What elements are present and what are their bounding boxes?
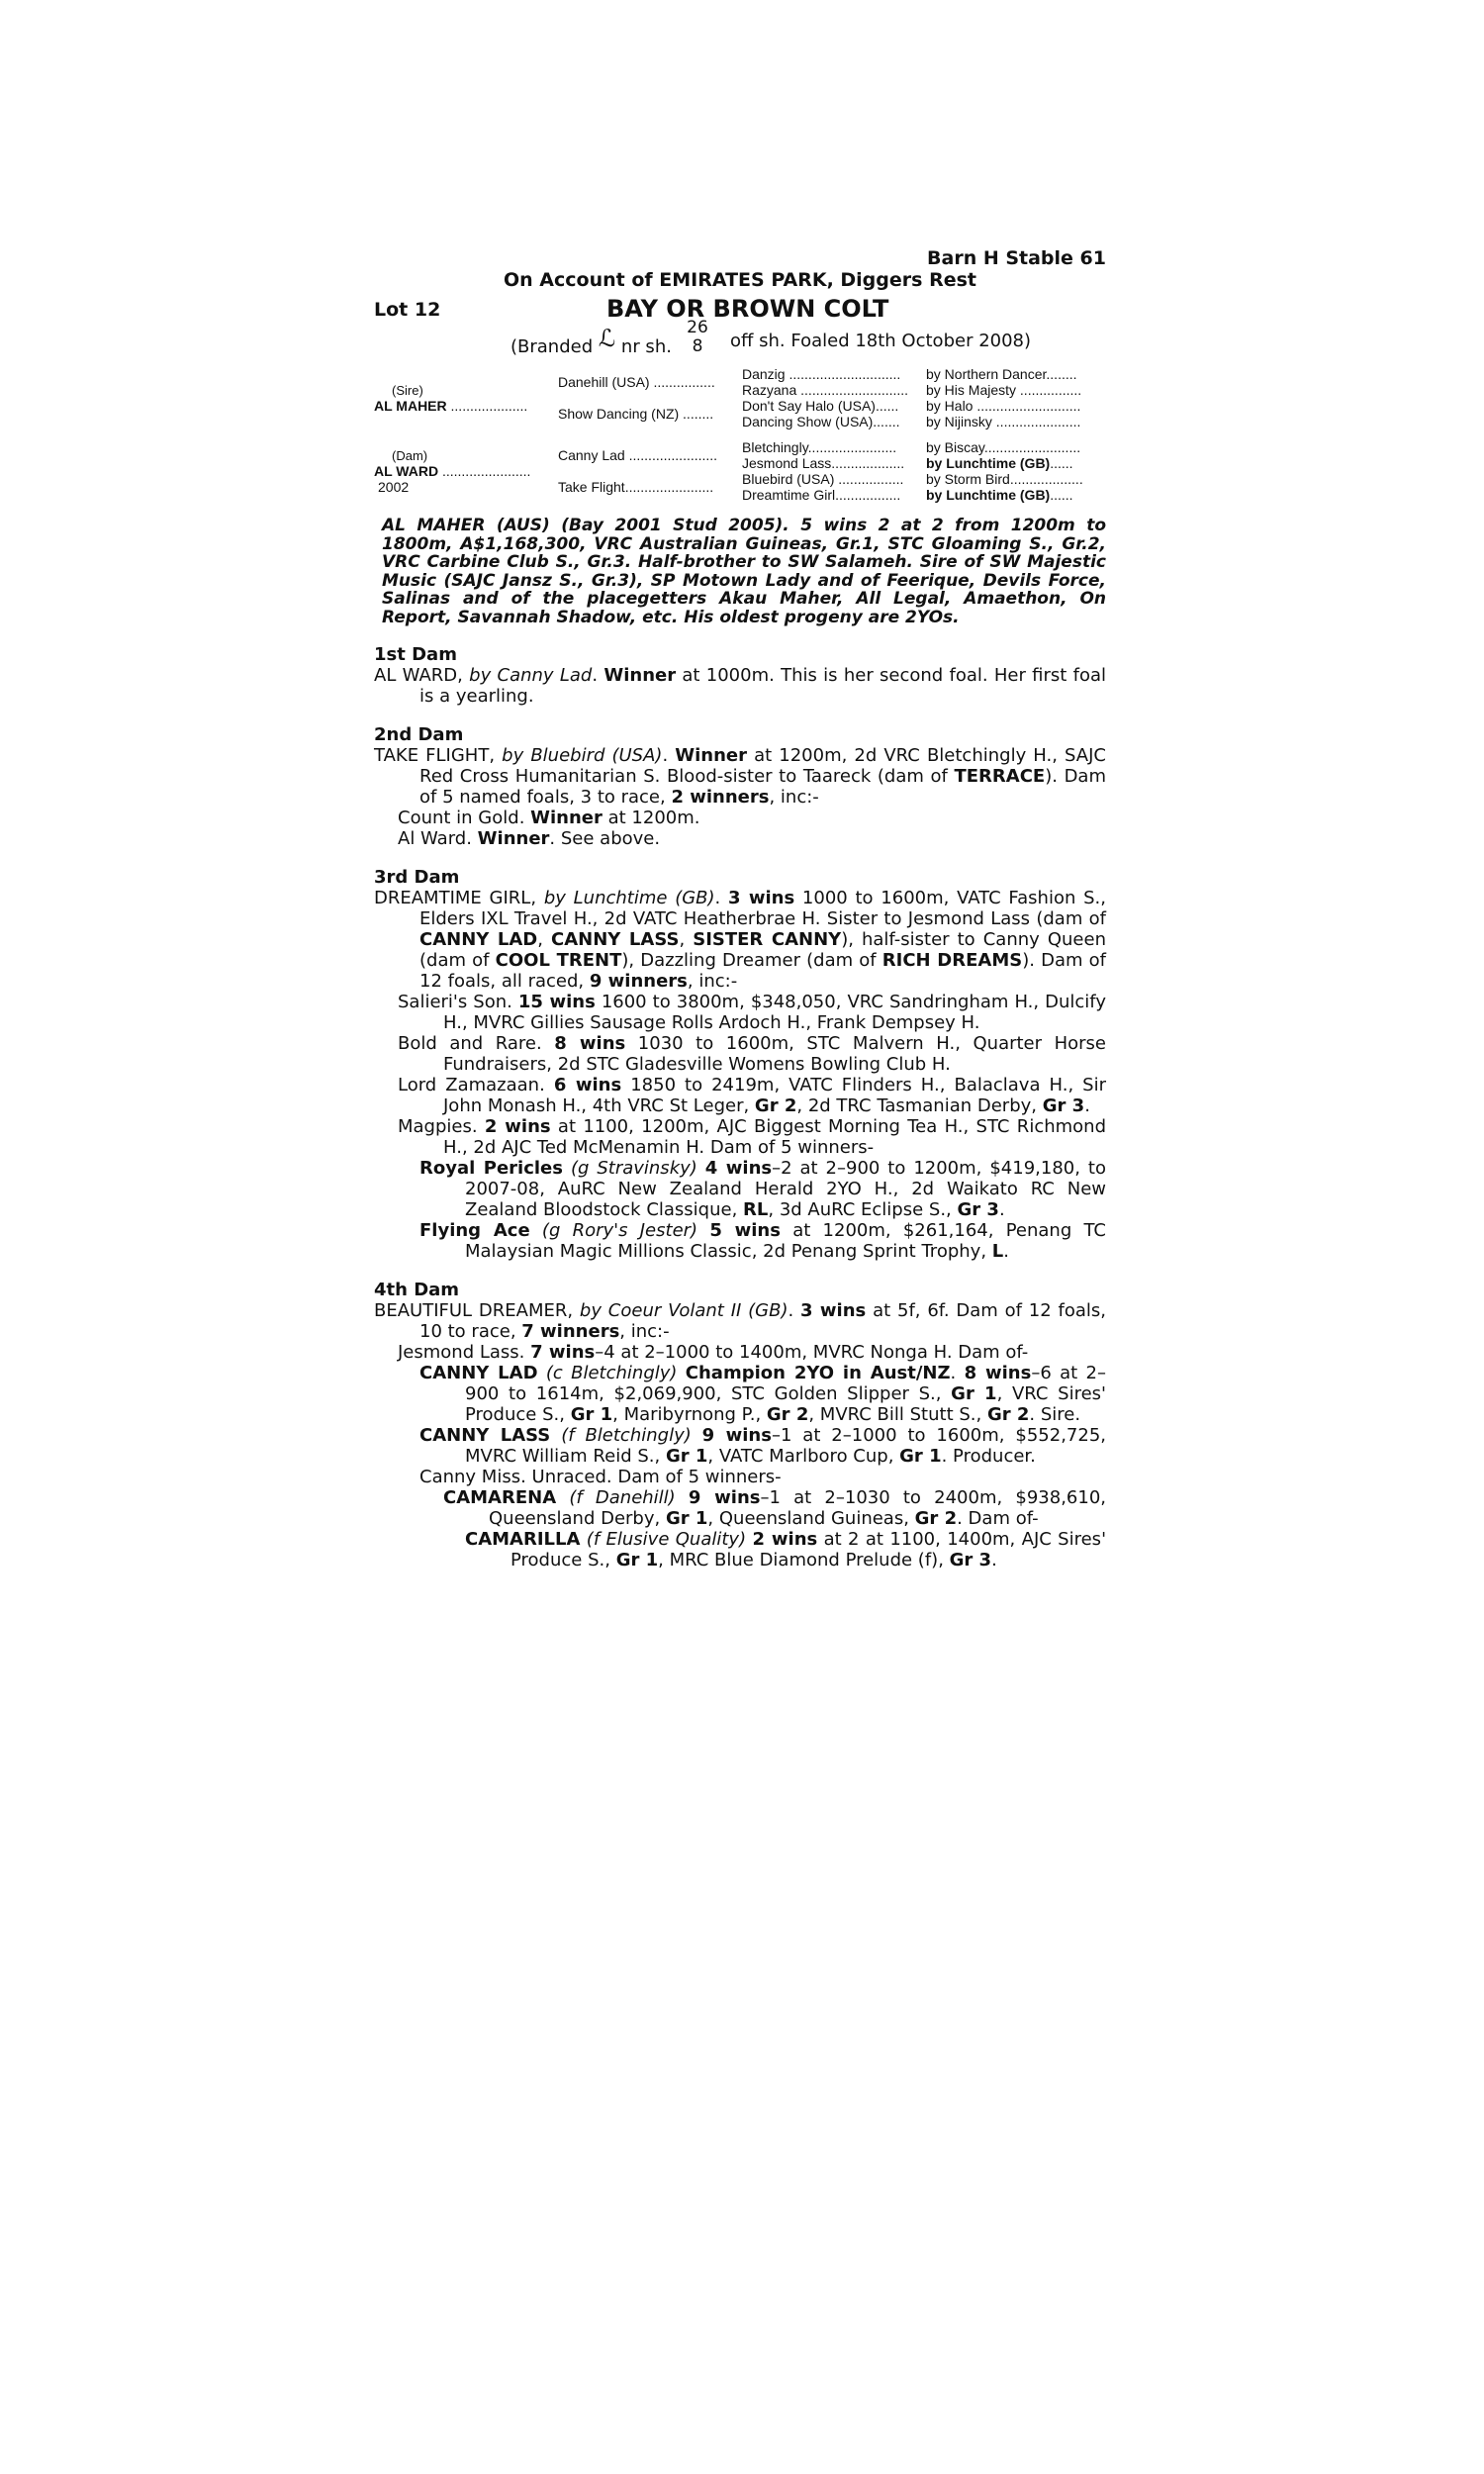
- barn-stable: Barn H Stable 61: [927, 247, 1106, 269]
- dam4-text: BEAUTIFUL DREAMER, by Coeur Volant II (GB). 3 wins at 5f, 6f. Dam of 12 foals, 10 to race, 7 winners, inc:-: [374, 1300, 1106, 1342]
- dam4-grandprogeny: Canny Miss. Unraced. Dam of 5 winners-: [419, 1467, 782, 1487]
- pedigree-table: (Sire) AL MAHER .................... Danehill (USA) ................ Danzig ............................. by Northern Dancer........ Razyana ............................ by His Majesty ................ Show Dancing (NZ) ........ Don't Say Halo (USA)...... by Halo ........................... Dancing Show (USA)....... by Nijinsky ...................... (Dam) AL WARD ....................... 2002 Canny Lad ....................... Bletchingly....................... by Biscay......................... Jesmond Lass................... by Lunchtime (GB)...... Take Flight....................... Bluebird (USA) ................. by Storm Bird................... Dreamtime Girl................. by Lunchtime (GB)......: [374, 366, 1083, 503]
- dam2-progeny: Count in Gold. Winner at 1200m.: [398, 808, 700, 828]
- dam4-progeny: Jesmond Lass. 7 wins–4 at 2–1000 to 1400m, MVRC Nonga H. Dam of-: [398, 1342, 1029, 1363]
- sire-dam: Show Dancing (NZ): [558, 406, 680, 422]
- dam4-grandprogeny: CANNY LASS (f Bletchingly) 9 wins–1 at 2–1000 to 1600m, $552,725, MVRC William Reid S., Gr 1, VATC Marlboro Cup, Gr 1. Producer.: [419, 1425, 1106, 1467]
- dam2-progeny: Al Ward. Winner. See above.: [398, 828, 661, 849]
- sire-name: AL MAHER: [374, 397, 447, 414]
- dam2-heading: 2nd Dam: [374, 724, 464, 745]
- dam-sire: Canny Lad: [558, 447, 625, 463]
- dam-cell: (Dam) AL WARD ....................... 2002: [374, 439, 558, 503]
- dam-dam: Take Flight: [558, 479, 625, 495]
- lot-number: Lot 12: [374, 299, 441, 321]
- dam4-grandprogeny: CANNY LAD (c Bletchingly) Champion 2YO in Aust/NZ. 8 wins–6 at 2–900 to 1614m, $2,069,900, STC Golden Slipper S., Gr 1, VRC Sires' Produce S., Gr 1, Maribyrnong P., Gr 2, MVRC Bill Stutt S., Gr 2. Sire.: [419, 1363, 1107, 1425]
- sire-sire: Danehill (USA): [558, 374, 650, 390]
- dam1-text: AL WARD, by Canny Lad. Winner at 1000m. This is her second foal. Her first foal is a yearling.: [374, 665, 1107, 707]
- sire-cell: (Sire) AL MAHER ....................: [374, 382, 528, 414]
- dam4-heading: 4th Dam: [374, 1280, 460, 1300]
- lot-title: BAY OR BROWN COLT: [606, 295, 889, 323]
- dam3-grandprogeny: Royal Pericles (g Stravinsky) 4 wins–2 at 2–900 to 1200m, $419,180, to 2007-08, AuRC New Zealand Herald 2YO H., 2d Waikato RC New Zealand Bloodstock Classique, RL, 3d AuRC Eclipse S., Gr 3.: [419, 1158, 1106, 1220]
- catalogue-page: [374, 247, 1106, 1570]
- dam3-progeny: Lord Zamazaan. 6 wins 1850 to 2419m, VATC Flinders H., Balaclava H., Sir John Monash H., 4th VRC St Leger, Gr 2, 2d TRC Tasmanian Derby, Gr 3.: [398, 1075, 1106, 1116]
- dam4-greatgreatgrandprogeny: CAMARILLA (f Elusive Quality) 2 wins at 2 at 1100, 1400m, AJC Sires' Produce S., Gr 1, MRC Blue Diamond Prelude (f), Gr 3.: [465, 1529, 1107, 1570]
- sire-summary: AL MAHER (AUS) (Bay 2001 Stud 2005). 5 wins 2 at 2 from 1200m to 1800m, A$1,168,300, VRC Australian Guineas, Gr.1, STC Gloaming S., Gr.2, VRC Carbine Club S., Gr.3. Half-brother to SW Salameh. Sire of SW Majestic Music (SAJC Jansz S., Gr.3), SP Motown Lady and of Feerique, Devils Force, Salinas and of the placegetters Akau Maher, All Legal, Amaethon, On Report, Savannah Shadow, etc. His oldest progeny are 2YOs.: [382, 516, 1106, 627]
- vendor-account: On Account of EMIRATES PARK, Diggers Rest: [504, 269, 976, 291]
- dam3-progeny: Salieri's Son. 15 wins 1600 to 3800m, $348,050, VRC Sandringham H., Dulcify H., MVRC Gillies Sausage Rolls Ardoch H., Frank Dempsey H.: [398, 992, 1106, 1033]
- lot-line: [374, 295, 1106, 325]
- dam3-progeny: Magpies. 2 wins at 1100, 1200m, AJC Biggest Morning Tea H., STC Richmond H., 2d AJC Ted McMenamin H. Dam of 5 winners-: [398, 1116, 1106, 1158]
- dam2-text: TAKE FLIGHT, by Bluebird (USA). Winner at 1200m, 2d VRC Bletchingly H., SAJC Red Cross Humanitarian S. Blood-sister to Taareck (dam of TERRACE). Dam of 5 named foals, 3 to race, 2 winners, inc:-: [374, 745, 1106, 808]
- brand-number: 26 8: [687, 318, 708, 356]
- dam4-greatgrandprogeny: CAMARENA (f Danehill) 9 wins–1 at 2–1030 to 2400m, $938,610, Queensland Derby, Gr 1, Queensland Guineas, Gr 2. Dam of-: [443, 1487, 1106, 1529]
- dam3-progeny: Bold and Rare. 8 wins 1030 to 1600m, STC Malvern H., Quarter Horse Fundraisers, 2d STC Gladesville Womens Bowling Club H.: [398, 1033, 1106, 1075]
- dam3-heading: 3rd Dam: [374, 867, 460, 888]
- dam3-text: DREAMTIME GIRL, by Lunchtime (GB). 3 wins 1000 to 1600m, VATC Fashion S., Elders IXL Travel H., 2d VATC Heatherbrae H. Sister to Jesmond Lass (dam of CANNY LAD, CANNY LASS, SISTER CANNY), half-sister to Canny Queen (dam of COOL TRENT), Dazzling Dreamer (dam of RICH DREAMS). Dam of 12 foals, all raced, 9 winners, inc:-: [374, 888, 1106, 992]
- dam3-grandprogeny: Flying Ace (g Rory's Jester) 5 wins at 1200m, $261,164, Penang TC Malaysian Magic Millions Classic, 2d Penang Sprint Trophy, L.: [419, 1220, 1106, 1262]
- brand-mark-icon: ℒ: [598, 325, 616, 352]
- dam-year: 2002: [378, 478, 410, 495]
- dam-name: AL WARD: [374, 462, 439, 479]
- dam1-heading: 1st Dam: [374, 644, 457, 665]
- brand-line: (Branded ℒ nr sh. 26 8 off sh. Foaled 18th October 2008): [510, 318, 1032, 357]
